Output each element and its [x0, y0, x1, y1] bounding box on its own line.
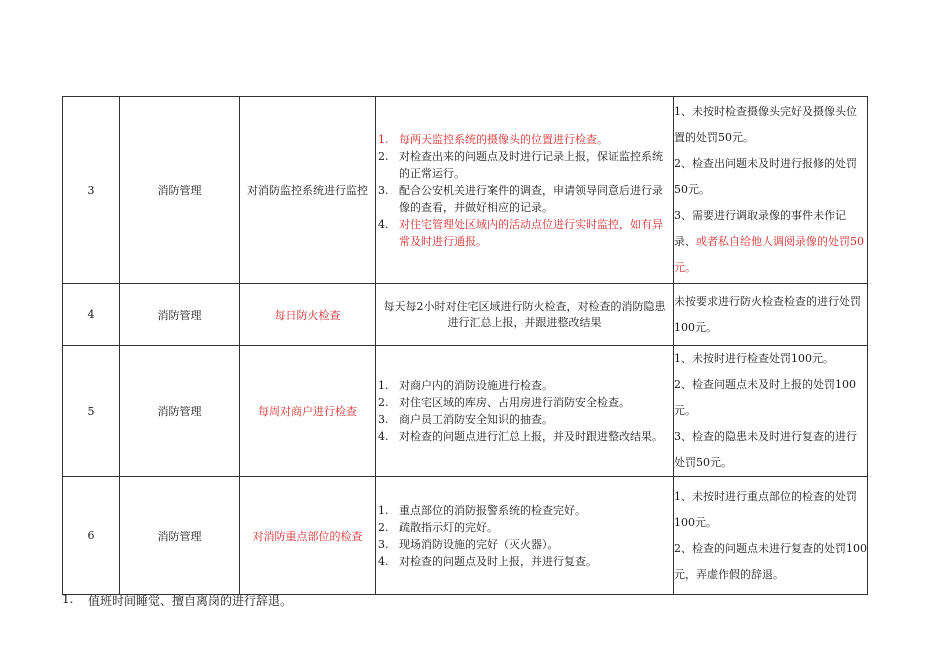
penalty-item: 2、检查问题点未及时上报的处罚100元。: [674, 378, 856, 417]
requirements-cell: [376, 97, 674, 284]
category-cell: 消防管理: [120, 284, 240, 346]
penalty-cell: [674, 477, 868, 595]
project-cell: 对消防监控系统进行监控: [240, 97, 376, 284]
requirements-list: [376, 377, 673, 445]
row-number: 4: [63, 284, 120, 346]
requirement-item: 3. 现场消防设施的完好（灭火器）。: [378, 537, 559, 551]
penalty-cell: [674, 97, 868, 284]
footnote-number: 1.: [62, 592, 74, 606]
requirement-item: 3. 配合公安机关进行案件的调查，申请领导同意后进行录像的查看，并做好相应的记录。: [378, 183, 663, 214]
footnote: [62, 592, 292, 609]
table-row: [63, 97, 868, 284]
row-number: 6: [63, 477, 120, 595]
penalty-cell: [674, 346, 868, 477]
requirements-cell: [376, 346, 674, 477]
category-cell: 消防管理: [120, 477, 240, 595]
table-row: [63, 284, 868, 346]
penalty-highlight: 或者私自给他人调阅录像的处罚50元。: [674, 235, 864, 274]
row-number: 5: [63, 346, 120, 477]
row-number: 3: [63, 97, 120, 284]
requirements-list: [376, 502, 673, 570]
penalty-item: 1、未按时进行重点部位的检查的处罚100元。: [674, 489, 857, 529]
penalty-item: 未按要求进行防火检查检查的进行处罚100元。: [674, 294, 861, 334]
table-row: [63, 477, 868, 595]
penalty-item: 1、未按时检查摄像头完好及摄像头位置的处罚50元。: [674, 105, 857, 144]
requirement-item: 2. 疏散指示灯的完好。: [378, 520, 498, 534]
project-cell: 对消防重点部位的检查: [240, 477, 376, 595]
requirement-item: 1. 重点部位的消防报警系统的检查完好。: [378, 503, 586, 517]
penalty-item: 3、检查的隐患未及时进行复查的进行处罚50元。: [674, 430, 857, 469]
requirements-cell: [376, 477, 674, 595]
requirements-cell: 每天每2小时对住宅区域进行防火检查，对检查的消防隐患进行汇总上报，并跟进整改结果: [376, 284, 674, 346]
requirements-list: [376, 131, 673, 250]
penalty-item: 3、需要进行调取录像的事件未作记录、或者私自给他人调阅录像的处罚50元。: [674, 209, 864, 274]
requirement-item: 2. 对住宅区域的库房、占用房进行消防安全检查。: [378, 396, 630, 409]
project-cell: 每周对商户进行检查: [240, 346, 376, 477]
table-row: [63, 346, 868, 477]
penalty-item: 2、检查出问题未及时进行报修的处罚50元。: [674, 157, 857, 196]
penalty-item: 2、检查的问题点未进行复查的处罚100元，弄虚作假的辞退。: [674, 541, 867, 581]
requirement-item: 1. 对商户内的消防设施进行检查。: [378, 379, 553, 392]
fire-management-table: [62, 96, 868, 595]
requirement-item: 4. 对住宅管理处区域内的活动点位进行实时监控，如有异常及时进行通报。: [378, 217, 663, 248]
requirement-item: 4. 对检查的问题点及时上报，并进行复查。: [378, 554, 597, 568]
penalty-cell: [674, 284, 868, 346]
footnote-text: 值班时间睡觉、擅自离岗的进行辞退。: [88, 594, 293, 608]
penalty-item: 1、未按时进行检查处罚100元。: [674, 352, 834, 365]
requirement-item: 4. 对检查的问题点进行汇总上报，并及时跟进整改结果。: [378, 430, 663, 443]
requirement-item: 2. 对检查出来的问题点及时进行记录上报，保证监控系统的正常运行。: [378, 149, 663, 180]
requirement-item: 1. 每两天监控系统的摄像头的位置进行检查。: [378, 132, 608, 146]
category-cell: 消防管理: [120, 346, 240, 477]
requirement-item: 3. 商户员工消防安全知识的抽查。: [378, 413, 553, 426]
project-cell: 每日防火检查: [240, 284, 376, 346]
category-cell: 消防管理: [120, 97, 240, 284]
